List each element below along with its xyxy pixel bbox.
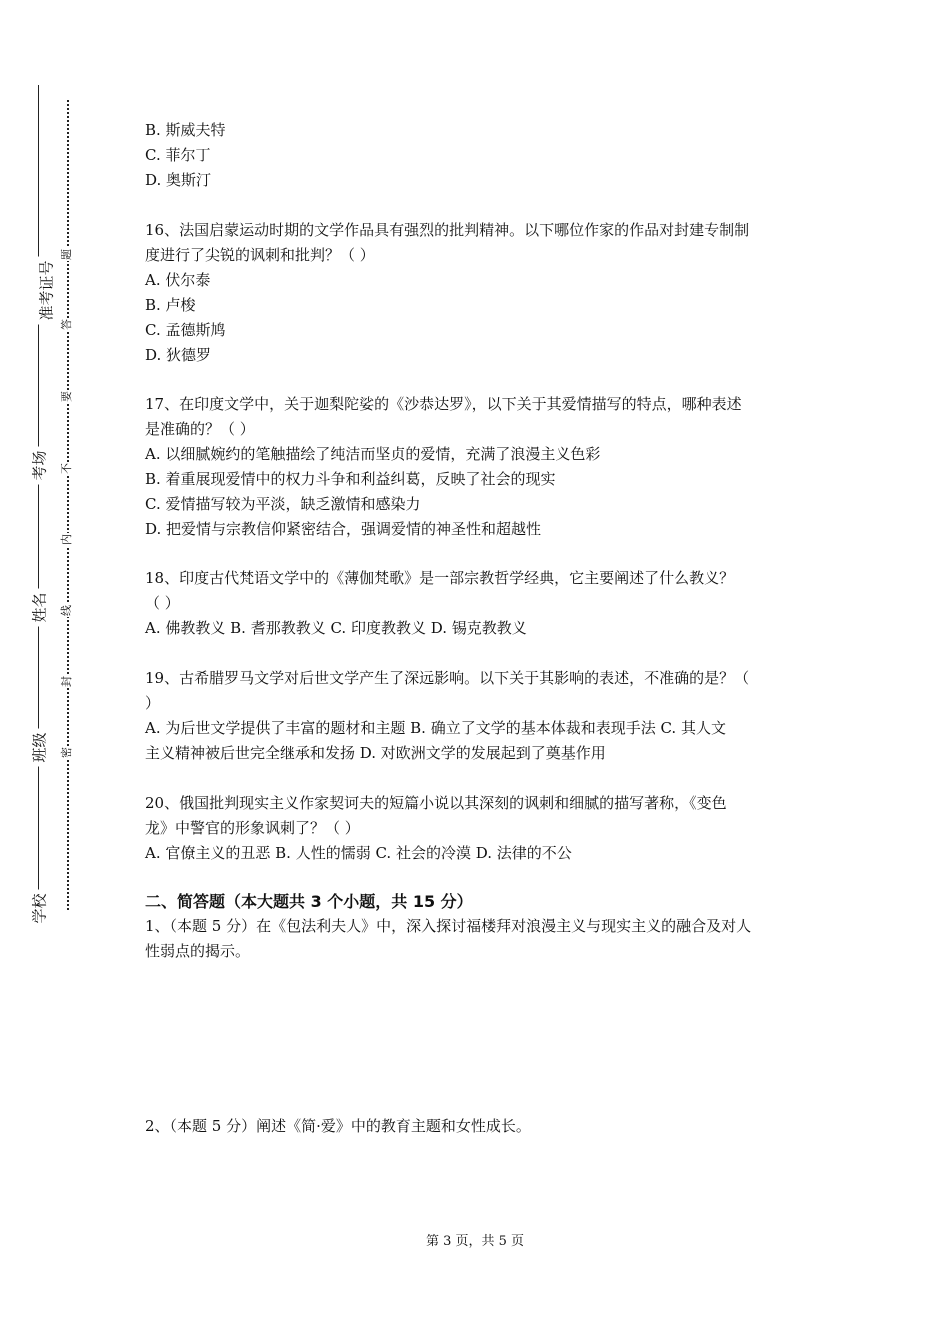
option: A. 以细腻婉约的笔触描绘了纯洁而坚贞的爱情，充满了浪漫主义色彩 xyxy=(145,445,601,463)
options-line: A. 佛教教义 B. 耆那教教义 C. 印度教教义 D. 锡克教教义 xyxy=(145,619,527,637)
option: C. 孟德斯鸠 xyxy=(145,321,226,339)
question-15-options xyxy=(145,118,815,193)
seal-char: 答 xyxy=(60,319,73,330)
question-17 xyxy=(145,392,815,542)
option: B. 斯威夫特 xyxy=(145,121,226,139)
question-stem: ） xyxy=(145,694,161,712)
options-line: A. 官僚主义的丑恶 B. 人性的懦弱 C. 社会的冷漠 D. 法律的不公 xyxy=(145,844,572,862)
question-stem: 16、法国启蒙运动时期的文学作品具有强烈的批判精神。以下哪位作家的作品对封建专制制 xyxy=(145,221,750,239)
seal-char: 线 xyxy=(60,605,73,616)
short-answer-1-cont: 性弱点的揭示。 xyxy=(145,942,251,960)
question-stem: （ ） xyxy=(145,594,180,612)
section-2 xyxy=(145,889,815,964)
seal-char: 封 xyxy=(60,676,73,687)
question-18 xyxy=(145,566,815,641)
option: C. 菲尔丁 xyxy=(145,146,211,164)
field-exam-id: 准考证号 xyxy=(34,256,59,324)
seal-dotted-line xyxy=(67,100,69,910)
field-name: 姓名 xyxy=(27,588,52,626)
binding-solid-line xyxy=(38,85,39,915)
short-answer-1: 1、（本题 5 分）在《包法利夫人》中，深入探讨福楼拜对浪漫主义与现实主义的融合及对人 xyxy=(145,917,752,935)
question-16 xyxy=(145,218,815,368)
seal-char: 不 xyxy=(60,463,73,474)
option: C. 爱情描写较为平淡，缺乏激情和感染力 xyxy=(145,495,421,513)
seal-char: 要 xyxy=(60,391,73,402)
question-stem: 20、俄国批判现实主义作家契诃夫的短篇小说以其深刻的讽刺和细腻的描写著称，《变色 xyxy=(145,794,727,812)
option: D. 奥斯汀 xyxy=(145,171,212,189)
question-20 xyxy=(145,791,815,866)
option: B. 着重展现爱情中的权力斗争和利益纠葛，反映了社会的现实 xyxy=(145,470,556,488)
field-class: 班级 xyxy=(27,728,52,766)
seal-char: 密 xyxy=(60,747,73,758)
question-stem: 18、印度古代梵语文学中的《薄伽梵歌》是一部宗教哲学经典，它主要阐述了什么教义？ xyxy=(145,569,735,587)
option: A. 伏尔泰 xyxy=(145,271,211,289)
options-line: 主义精神被后世完全继承和发扬 D. 对欧洲文学的发展起到了奠基作用 xyxy=(145,744,606,762)
short-answer-2-block xyxy=(145,1114,815,1139)
option: B. 卢梭 xyxy=(145,296,196,314)
option: D. 狄德罗 xyxy=(145,346,212,364)
question-stem: 度进行了尖锐的讽刺和批判？（ ） xyxy=(145,246,375,264)
question-stem: 是准确的？（ ） xyxy=(145,420,255,438)
page-footer: 第 3 页，共 5 页 xyxy=(425,1234,525,1249)
question-stem: 17、在印度文学中，关于迦梨陀娑的《沙恭达罗》，以下关于其爱情描写的特点，哪种表述 xyxy=(145,395,742,413)
field-school: 学校 xyxy=(27,889,52,927)
option: D. 把爱情与宗教信仰紧密结合，强调爱情的神圣性和超越性 xyxy=(145,520,542,538)
question-stem: 龙》中警官的形象讽刺了？（ ） xyxy=(145,819,360,837)
seal-char: 内 xyxy=(60,534,73,545)
field-exam-room: 考场 xyxy=(27,446,52,484)
section-title: 二、简答题（本大题共 3 个小题，共 15 分） xyxy=(145,892,473,911)
short-answer-2: 2、（本题 5 分）阐述《简·爱》中的教育主题和女性成长。 xyxy=(145,1117,531,1135)
seal-char: 题 xyxy=(60,249,73,260)
question-19 xyxy=(145,666,815,766)
binding-margin xyxy=(0,0,110,1344)
question-stem: 19、古希腊罗马文学对后世文学产生了深远影响。以下关于其影响的表述，不准确的是？（ xyxy=(145,669,750,687)
options-line: A. 为后世文学提供了丰富的题材和主题 B. 确立了文学的基本体裁和表现手法 C. 其人文 xyxy=(145,719,726,737)
